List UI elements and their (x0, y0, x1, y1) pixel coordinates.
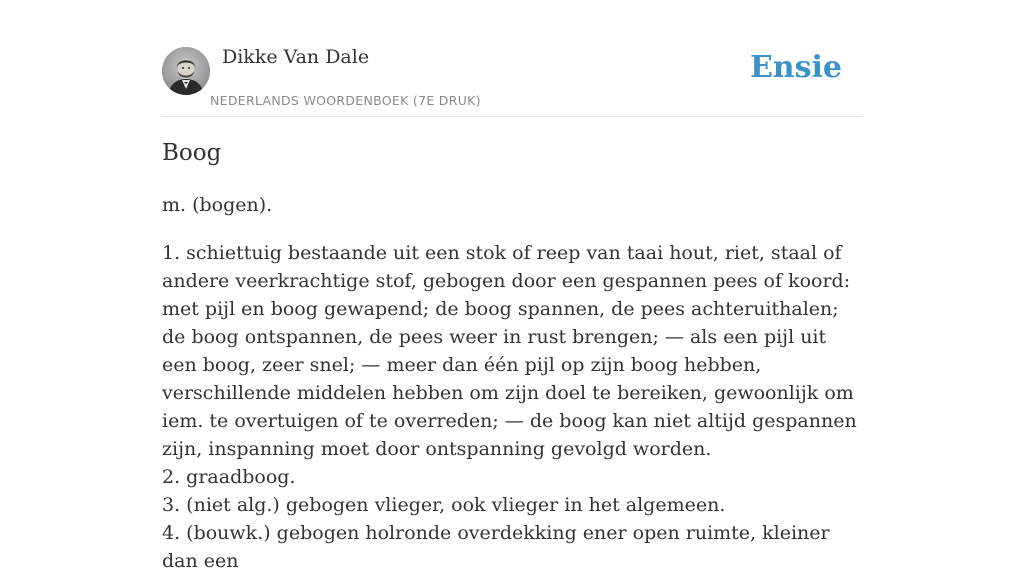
portrait-icon (162, 47, 210, 95)
entry-definitions (162, 239, 864, 575)
entry-headword: Boog (162, 140, 222, 166)
header (162, 0, 862, 117)
avatar[interactable] (162, 47, 210, 95)
entry-grammar: m. (bogen). (162, 194, 273, 216)
definition-sense-1: 1. schiettuig bestaande uit een stok of reep van taai hout, riet, staal of andere veerkrachtige stof, gebogen door een gespannen pees of koord: met pijl en boog gewapend; de boog spannen, de pees achteruithalen; de boog ontspannen, de pees weer in rust brengen; — als een pijl uit een boog, zeer snel; — meer dan één pijl op zijn boog hebben, verschillende middelen hebben om zijn doel te bereiken, gewoonlijk om iem. te overtuigen of te overreden; — de boog kan niet altijd gespannen zijn, inspanning moet door ontspanning gevolgd worden. (162, 242, 857, 460)
definition-sense-2: 2. graadboog. (162, 466, 296, 488)
page-container (162, 0, 862, 572)
source-label: NEDERLANDS WOORDENBOEK (7E DRUK) (210, 93, 481, 108)
definition-sense-4: 4. (bouwk.) gebogen holronde overdekking ener open ruimte, kleiner dan een (162, 522, 830, 572)
definition-sense-3: 3. (niet alg.) gebogen vlieger, ook vlieger in het algemeen. (162, 494, 726, 516)
brand-logo[interactable]: Ensie (749, 50, 842, 85)
author-name[interactable]: Dikke Van Dale (222, 46, 370, 68)
